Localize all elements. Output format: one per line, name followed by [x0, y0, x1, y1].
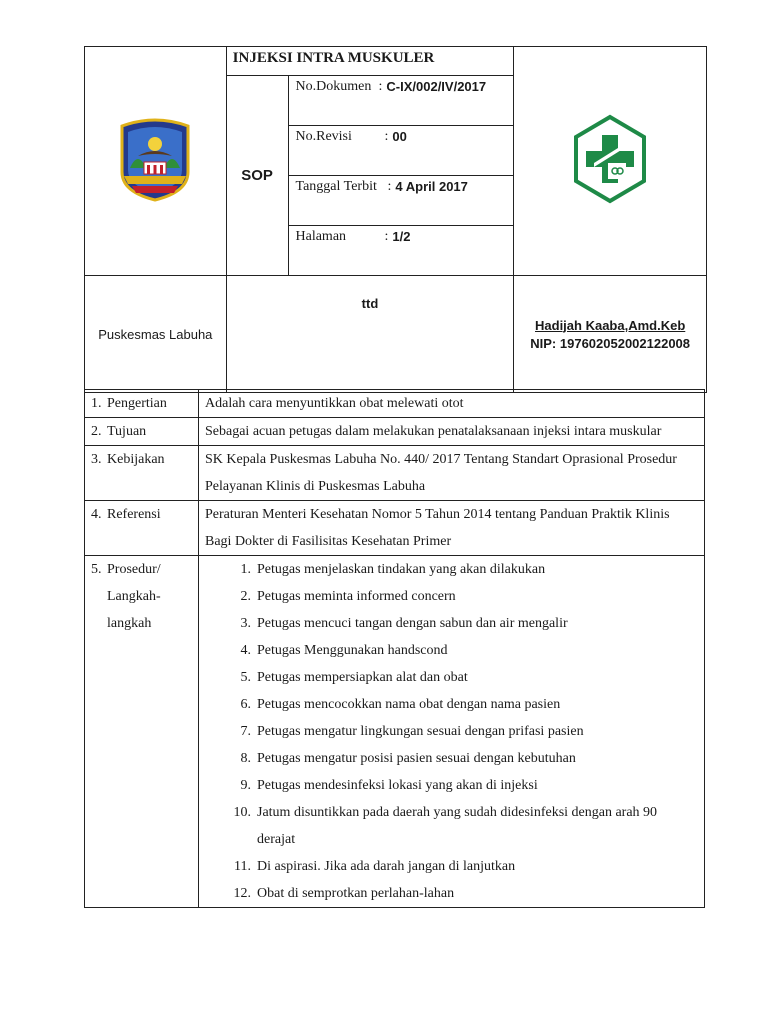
list-item: 10. Jatum disuntikkan pada daerah yang sudah didesinfeksi dengan arah 90 derajat — [233, 805, 658, 847]
list-item: 8. Petugas mengatur posisi pasien sesuai dengan kebutuhan — [240, 751, 576, 766]
meta-value: 4 April 2017 — [395, 179, 468, 194]
sop-header-table — [84, 46, 707, 393]
list-item: 6. Petugas mencocokkan nama obat dengan nama pasien — [240, 697, 561, 712]
list-item: 7. Petugas mengatur lingkungan sesuai dengan prifasi pasien — [240, 724, 584, 739]
meta-separator: : — [384, 229, 389, 244]
meta-label: Halaman — [295, 229, 347, 244]
meta-label: Tanggal Terbit — [295, 179, 377, 194]
table-row — [85, 446, 705, 501]
procedure-steps-list — [205, 556, 698, 907]
row-number: 2. — [91, 424, 102, 439]
sop-content-table — [84, 389, 705, 908]
table-row — [85, 501, 705, 556]
list-item: 5. Petugas mempersiapkan alat dan obat — [240, 670, 468, 685]
row-number: 3. — [91, 452, 102, 467]
meta-issue-date — [288, 176, 514, 226]
signature-placeholder: ttd — [226, 276, 514, 393]
meta-label: No.Revisi — [295, 129, 352, 144]
row-content: Adalah cara menyuntikkan obat melewati otot — [199, 390, 705, 418]
row-label-text: Pengertian — [107, 396, 167, 411]
row-number: 1. — [91, 396, 102, 411]
row-label-text: Langkah- — [107, 589, 161, 604]
list-item: 1. Petugas menjelaskan tindakan yang akan dilakukan — [240, 562, 546, 577]
row-label-text: Tujuan — [107, 424, 147, 439]
row-content: Sebagai acuan petugas dalam melakukan penatalaksanaan injeksi intara muskular — [199, 418, 705, 446]
puskesmas-logo-icon — [570, 113, 650, 205]
meta-value: 1/2 — [392, 229, 411, 244]
procedure-steps-cell — [199, 556, 705, 908]
list-item: 11. Di aspirasi. Jika ada darah jangan di lanjutkan — [234, 859, 516, 874]
list-item: 9. Petugas mendesinfeksi lokasi yang akan di injeksi — [240, 778, 538, 793]
table-row — [85, 390, 705, 418]
document-title: INJEKSI INTRA MUSKULER — [226, 47, 514, 76]
meta-label: No.Dokumen — [295, 79, 372, 94]
meta-separator: : — [378, 79, 383, 94]
row-number: 4. — [91, 507, 102, 522]
list-item: 3. Petugas mencuci tangan dengan sabun dan air mengalir — [240, 616, 568, 631]
signer-block — [514, 276, 707, 393]
row-label — [85, 390, 199, 418]
right-logo-cell — [514, 47, 707, 276]
institution-name: Puskesmas Labuha — [85, 276, 227, 393]
row-label — [85, 501, 199, 556]
list-item: 2. Petugas meminta informed concern — [240, 589, 456, 604]
row-label-text: Referensi — [107, 507, 161, 522]
list-item: 4. Petugas Menggunakan handscond — [240, 643, 448, 658]
table-row — [85, 418, 705, 446]
signer-nip: NIP: 197602052002122008 — [530, 335, 691, 351]
meta-page — [288, 226, 514, 276]
row-label-text: langkah — [107, 616, 152, 631]
meta-separator: : — [387, 179, 392, 194]
labuha-district-emblem-icon — [116, 116, 194, 202]
row-content: SK Kepala Puskesmas Labuha No. 440/ 2017 Tentang Standart Oprasional Prosedur Pelayanan Klinis di Puskesmas Labuha — [199, 446, 705, 501]
row-label-text: Kebijakan — [107, 452, 165, 467]
meta-revision — [288, 126, 514, 176]
row-content: Peraturan Menteri Kesehatan Nomor 5 Tahun 2014 tentang Panduan Praktik Klinis Bagi Dokter di Fasilisitas Kesehatan Primer — [199, 501, 705, 556]
row-number: 5. — [91, 562, 102, 577]
meta-value: C-IX/002/IV/2017 — [386, 79, 487, 94]
signer-name: Hadijah Kaaba,Amd.Keb — [535, 317, 686, 333]
meta-value: 00 — [392, 129, 407, 144]
sop-label: SOP — [226, 76, 288, 276]
row-label — [85, 418, 199, 446]
left-logo-cell — [85, 47, 227, 276]
meta-separator: : — [384, 129, 389, 144]
row-label — [85, 556, 199, 908]
meta-document-number — [288, 76, 514, 126]
table-row — [85, 556, 705, 908]
list-item: 12. Obat di semprotkan perlahan-lahan — [233, 886, 455, 901]
row-label — [85, 446, 199, 501]
row-label-text: Prosedur/ — [107, 562, 161, 577]
